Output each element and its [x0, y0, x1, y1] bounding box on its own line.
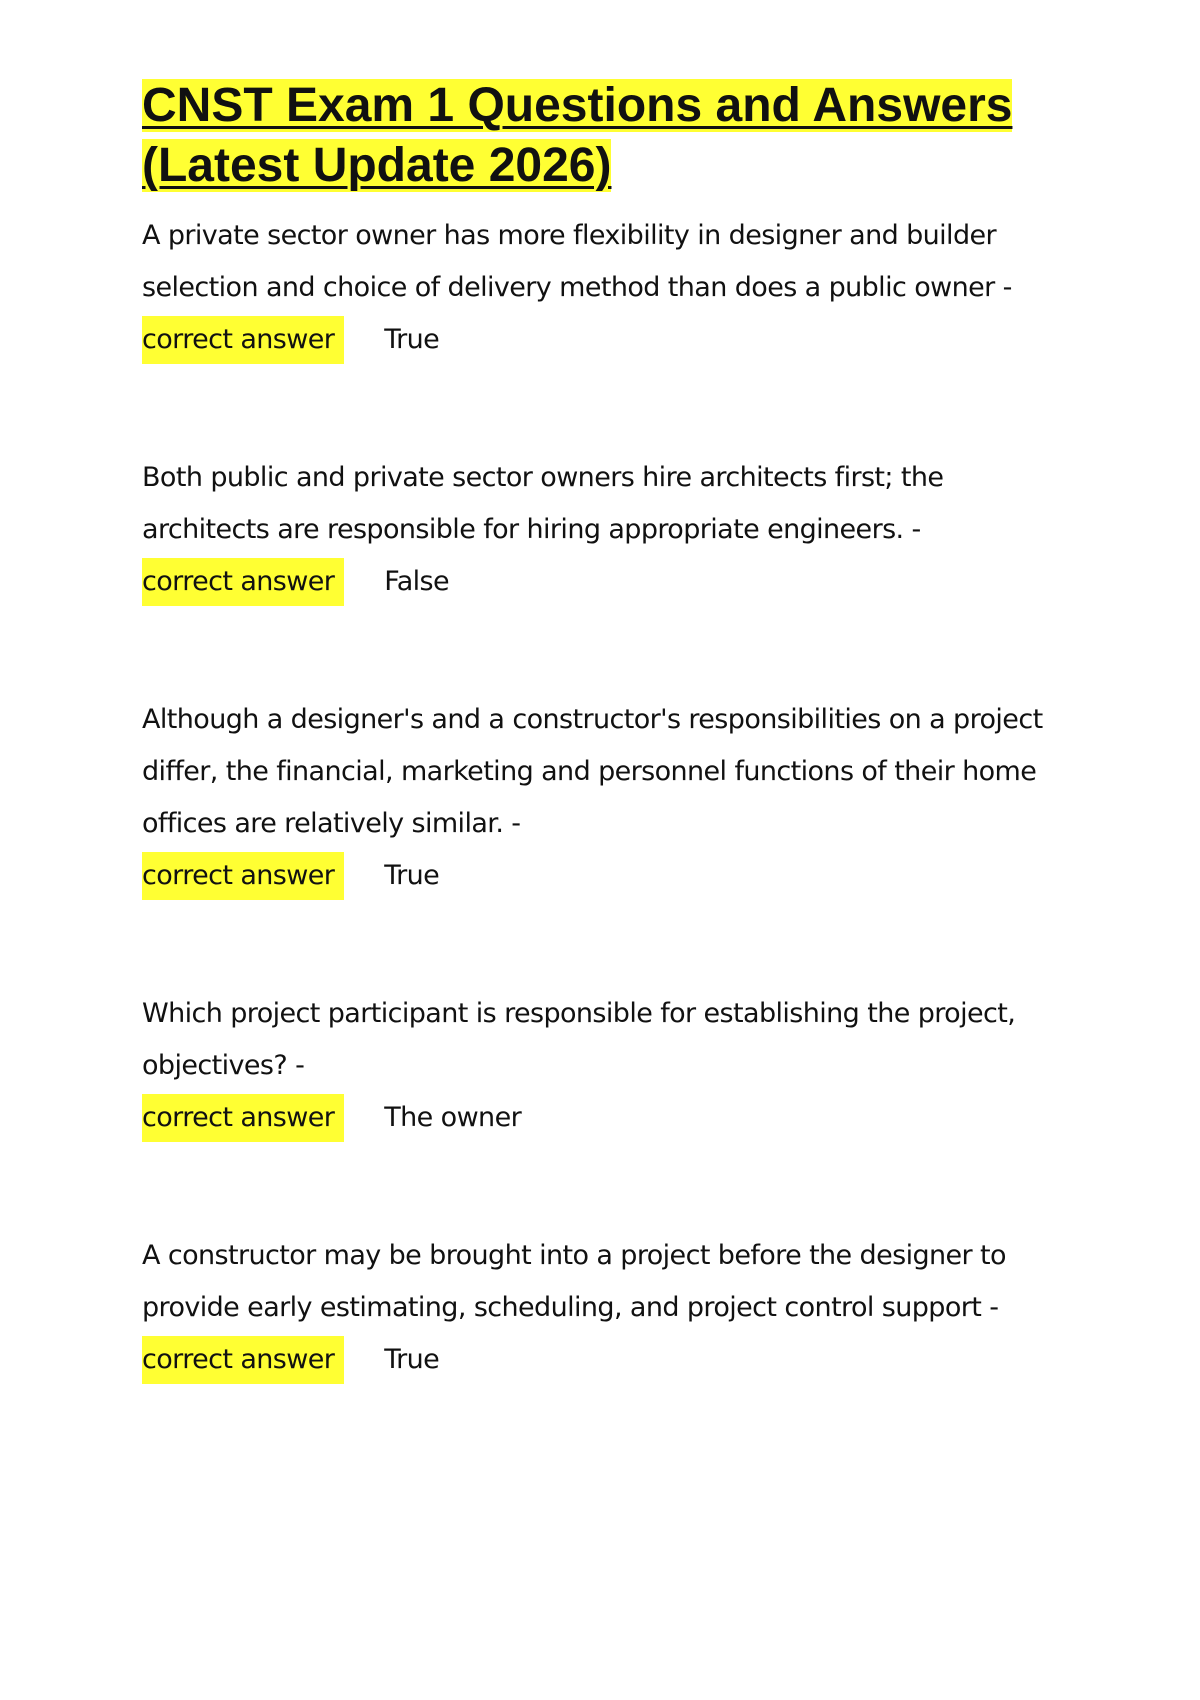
- document-page: [142, 76, 1072, 1386]
- qa-item: [142, 1230, 1072, 1386]
- question-text: Which project participant is responsible for establishing the project, objectives? -: [142, 998, 1016, 1081]
- question-text: A constructor may be brought into a project before the designer to provide early estimating, scheduling, and project control support -: [142, 1240, 1006, 1323]
- correct-answer-label: correct answer: [142, 316, 344, 364]
- answer-line: [142, 1334, 1072, 1386]
- qa-item: [142, 988, 1072, 1144]
- correct-answer-label: correct answer: [142, 852, 344, 900]
- qa-item: [142, 210, 1072, 366]
- correct-answer-label: correct answer: [142, 1094, 344, 1142]
- correct-answer-label: correct answer: [142, 558, 344, 606]
- answer-line: [142, 556, 1072, 608]
- correct-answer-label: correct answer: [142, 1336, 344, 1384]
- answer-line: [142, 850, 1072, 902]
- answer-line: [142, 1092, 1072, 1144]
- answer-value: True: [384, 324, 440, 355]
- title-line-2: (Latest Update 2026): [142, 139, 612, 192]
- answer-value: True: [384, 1344, 440, 1375]
- answer-value: The owner: [384, 1102, 522, 1133]
- question-text: A private sector owner has more flexibility in designer and builder selection and choice of delivery method than does a public owner -: [142, 220, 1012, 303]
- answer-line: [142, 314, 1072, 366]
- qa-item: [142, 452, 1072, 608]
- question-text: Both public and private sector owners hire architects first; the architects are responsible for hiring appropriate engineers. -: [142, 462, 944, 545]
- document-title: [142, 76, 1072, 196]
- question-text: Although a designer's and a constructor's responsibilities on a project differ, the financial, marketing and personnel functions of their home offices are relatively similar. -: [142, 704, 1043, 839]
- title-line-1: CNST Exam 1 Questions and Answers: [142, 79, 1013, 132]
- answer-value: True: [384, 860, 440, 891]
- qa-item: [142, 694, 1072, 902]
- answer-value: False: [384, 566, 450, 597]
